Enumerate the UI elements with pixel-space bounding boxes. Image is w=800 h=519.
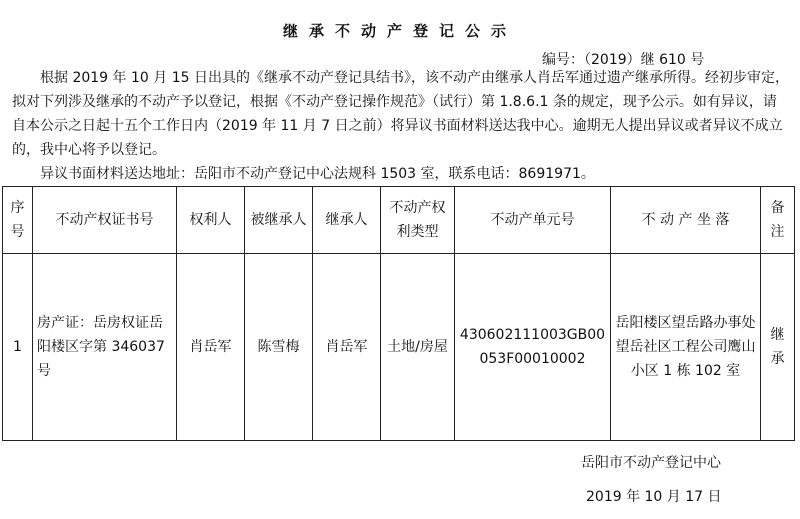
cell-remarks: 继承 <box>761 254 795 441</box>
cell-heir: 肖岳军 <box>313 254 381 441</box>
cell-location: 岳阳楼区望岳路办事处望岳社区工程公司鹰山小区 1 栋 102 室 <box>611 254 761 441</box>
header-remarks: 备注 <box>761 187 795 254</box>
issuing-organization: 岳阳市不动产登记中心 <box>581 455 721 471</box>
document-number: 编号：（2019）继 610 号 <box>542 52 705 68</box>
table-header-row <box>3 187 795 254</box>
header-unit-number: 不动产单元号 <box>455 187 611 254</box>
document-title: 继承不动产登记公示 <box>282 22 517 40</box>
table-row <box>3 254 795 441</box>
cell-unit-number: 430602111003GB00053F00010002 <box>455 254 611 441</box>
header-right-holder: 权利人 <box>177 187 245 254</box>
cell-decedent: 陈雪梅 <box>245 254 313 441</box>
header-certificate-number: 不动产权证书号 <box>33 187 177 254</box>
header-right-type: 不动产权利类型 <box>381 187 455 254</box>
header-serial-number: 序号 <box>3 187 33 254</box>
header-location: 不 动 产 坐 落 <box>611 187 761 254</box>
inheritance-registration-table <box>2 186 795 441</box>
header-decedent: 被继承人 <box>245 187 313 254</box>
objection-address-paragraph: 异议书面材料送达地址：岳阳市不动产登记中心法规科 1503 室，联系电话：8691971。 <box>40 166 595 182</box>
cell-right-holder: 肖岳军 <box>177 254 245 441</box>
cell-right-type: 土地/房屋 <box>381 254 455 441</box>
cell-certificate-number: 房产证：岳房权证岳阳楼区字第 346037 号 <box>33 254 177 441</box>
cell-serial-number: 1 <box>3 254 33 441</box>
issue-date: 2019 年 10 月 17 日 <box>586 489 722 505</box>
header-heir: 继承人 <box>313 187 381 254</box>
notice-paragraph: 根据 2019 年 10 月 15 日出具的《继承不动产登记具结书》，该不动产由继承人肖岳军通过遗产继承所得。经初步审定， 拟对下列涉及继承的不动产予以登记，根据《不动产登记操作规范》（试行）第 1.8.6.1 条的规定，现予公示。如有异议，请自本公示之日起十五个工作日内（2019 年 11 月 7 日之前）将异议书面材料送达我中心。逾期无人提出异议或者异议不成立的，我中心将予以登记。 <box>12 70 789 158</box>
